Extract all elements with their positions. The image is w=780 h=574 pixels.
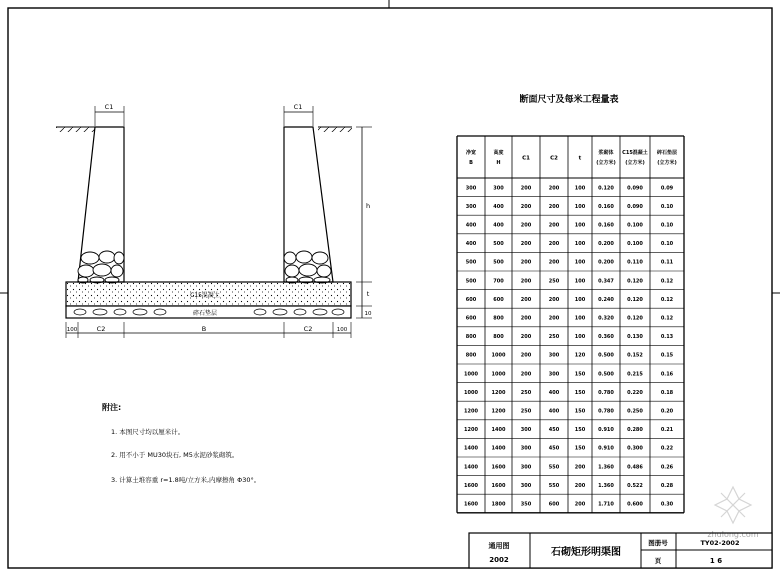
table-cell: 0.780 [598, 408, 614, 415]
table-cell: 600 [465, 315, 477, 322]
table-cell: 0.486 [627, 464, 643, 471]
table-cell: 120 [574, 352, 586, 359]
table-cell: 1200 [491, 408, 506, 415]
notes [102, 402, 260, 484]
table-cell: 200 [520, 222, 532, 229]
table-cell: 0.347 [598, 278, 614, 285]
table-cell: 0.320 [598, 315, 614, 322]
dim-t: t [366, 290, 370, 298]
notes-title: 附注: [102, 403, 122, 412]
table-title: 断面尺寸及每米工程量表 [519, 95, 619, 105]
table-cell: 0.100 [627, 222, 643, 229]
table-cell: 200 [520, 241, 532, 248]
table-header: C2 [550, 155, 558, 162]
table-cell: 0.522 [627, 482, 643, 489]
table-cell: 1400 [464, 445, 478, 452]
table-header: 浆砌体 [598, 150, 614, 156]
table-cell: 600 [465, 296, 477, 303]
table-cell: 200 [520, 315, 532, 322]
table-cell: 0.780 [598, 389, 614, 396]
table-cell: 200 [520, 296, 532, 303]
table-cell: 100 [574, 259, 586, 266]
table-header: H [496, 160, 501, 166]
table-cell: 200 [548, 185, 560, 192]
table-header: C1 [522, 155, 530, 162]
table-cell: 0.11 [660, 259, 674, 266]
table-cell: 1.360 [598, 464, 614, 471]
table-cell: 500 [465, 259, 477, 266]
table-cell: 200 [520, 278, 532, 285]
table-cell: 300 [520, 482, 532, 489]
table-cell: 500 [493, 241, 504, 248]
table-cell: 400 [493, 222, 504, 229]
table-cell: 200 [520, 203, 532, 210]
note-2: 2. 用不小于 MU30块石, M5水泥砂浆砌筑。 [111, 451, 239, 459]
table-cell: 1600 [491, 464, 506, 471]
dim-cushion: 10 [364, 311, 372, 317]
page-no: 1 6 [709, 557, 723, 565]
table-cell: 150 [574, 389, 586, 396]
table-cell: 0.09 [660, 185, 674, 192]
table-cell: 0.20 [660, 408, 674, 415]
table-cell: 250 [548, 334, 560, 341]
table-cell: 0.160 [598, 222, 614, 229]
table-cell: 0.215 [627, 371, 643, 378]
table-cell: 800 [465, 334, 477, 341]
table-cell: 0.240 [598, 296, 614, 303]
table-cell: 200 [520, 334, 532, 341]
table-cell: 0.21 [660, 427, 674, 434]
table-cell: 150 [574, 371, 586, 378]
table-cell: 1600 [491, 482, 506, 489]
table-cell: 1000 [491, 371, 506, 378]
table-cell: 450 [548, 445, 560, 452]
table-cell: 300 [465, 203, 477, 210]
table-cell: 200 [548, 222, 560, 229]
table-header: (立方米) [625, 160, 645, 166]
table-cell: 0.13 [660, 334, 674, 341]
table-cell: 300 [548, 352, 560, 359]
table-cell: 200 [548, 259, 560, 266]
table-cell: 0.130 [627, 334, 643, 341]
table-cell: 550 [548, 464, 560, 471]
table-header: B [469, 160, 473, 166]
table-cell: 1400 [464, 464, 478, 471]
dim-c2-right: C2 [303, 325, 313, 333]
table-cell: 0.12 [660, 278, 674, 285]
table-cell: 200 [574, 482, 586, 489]
watermark [707, 487, 758, 539]
table-header: t [578, 155, 582, 162]
table-cell: 0.120 [598, 185, 614, 192]
table-cell: 250 [520, 408, 532, 415]
table-cell: 200 [574, 464, 586, 471]
table-cell: 0.30 [660, 501, 674, 508]
table-cell: 400 [465, 241, 477, 248]
table-cell: 0.18 [660, 389, 674, 396]
table-cell: 0.152 [627, 352, 643, 359]
table-cell: 1400 [491, 427, 506, 434]
table-cell: 1000 [464, 371, 478, 378]
table-cell: 100 [574, 185, 586, 192]
table-cell: 200 [520, 371, 532, 378]
table-cell: 400 [548, 389, 560, 396]
table-cell: 800 [465, 352, 477, 359]
table-cell: 250 [548, 278, 560, 285]
table-cell: 300 [493, 185, 504, 192]
gravel-label: 碎石垫层 [192, 310, 218, 317]
table-cell: 1000 [464, 389, 478, 396]
table-cell: 200 [548, 296, 560, 303]
table-cell: 0.10 [660, 241, 674, 248]
dim-c1-right: C1 [293, 103, 303, 111]
note-3: 3. 计算土堆容重 r=1.8吨/立方米,内摩擦角 Φ30°。 [111, 476, 261, 484]
table-cell: 0.910 [598, 427, 614, 434]
dim-100-right: 100 [336, 327, 348, 333]
general-year: 2002 [489, 556, 509, 564]
table-cell: 500 [493, 259, 504, 266]
table-cell: 100 [574, 334, 586, 341]
table-cell: 0.28 [660, 482, 674, 489]
note-1: 1. 本图尺寸均以厘米计。 [111, 428, 185, 436]
table-cell: 0.220 [627, 389, 643, 396]
table-cell: 0.16 [660, 371, 674, 378]
table-cell: 0.120 [627, 296, 643, 303]
table-cell: 200 [548, 203, 560, 210]
quantity-table [457, 93, 684, 513]
general-label: 通用图 [488, 542, 510, 550]
table-cell: 200 [520, 352, 532, 359]
table-cell: 0.12 [660, 315, 674, 322]
table-cell: 300 [548, 371, 560, 378]
table-grid [457, 136, 684, 513]
table-cell: 100 [574, 278, 586, 285]
table-cell: 400 [493, 203, 504, 210]
table-cell: 100 [574, 296, 586, 303]
drawing-no-label: 图册号 [648, 539, 668, 547]
table-cell: 1400 [491, 445, 506, 452]
table-cell: 0.160 [598, 203, 614, 210]
table-cell: 200 [520, 185, 532, 192]
table-cell: 800 [493, 334, 504, 341]
table-cell: 100 [574, 241, 586, 248]
table-header: 净宽 [465, 150, 477, 156]
table-cell: 300 [520, 427, 532, 434]
table-cell: 1.710 [598, 501, 614, 508]
table-cell: 150 [574, 445, 586, 452]
stone-fill-right [284, 251, 331, 283]
watermark-text: zhulong.com [707, 530, 759, 539]
table-header: (立方米) [657, 160, 677, 166]
table-cell: 0.090 [627, 203, 643, 210]
table-cell: 150 [574, 427, 586, 434]
table-cell: 100 [574, 222, 586, 229]
table-cell: 100 [574, 315, 586, 322]
table-cell: 1200 [491, 389, 506, 396]
table-cell: 0.26 [660, 464, 674, 471]
table-cell: 0.110 [627, 259, 643, 266]
table-cell: 200 [520, 259, 532, 266]
dim-c2-left: C2 [96, 325, 106, 333]
table-cell: 200 [548, 241, 560, 248]
table-cell: 0.500 [598, 352, 614, 359]
table-header: 高度 [493, 150, 504, 156]
table-cell: 1600 [464, 501, 478, 508]
table-cell: 0.090 [627, 185, 643, 192]
page-label: 页 [654, 557, 662, 565]
table-cell: 350 [520, 501, 532, 508]
concrete-label: C15混凝土 [190, 292, 220, 299]
table-cell: 1.360 [598, 482, 614, 489]
table-cell: 300 [520, 445, 532, 452]
dim-b: B [201, 325, 207, 333]
table-header: C15混凝土 [622, 150, 648, 156]
table-cell: 0.250 [627, 408, 643, 415]
table-cell: 600 [548, 501, 560, 508]
table-cell: 150 [574, 408, 586, 415]
table-header: 碎石垫层 [656, 150, 678, 156]
table-cell: 0.500 [598, 371, 614, 378]
table-cell: 200 [574, 501, 586, 508]
table-cell: 0.200 [598, 241, 614, 248]
table-cell: 0.280 [627, 427, 643, 434]
table-cell: 0.300 [627, 445, 643, 452]
table-cell: 1200 [464, 427, 478, 434]
drawing-no: TY02-2002 [700, 539, 740, 547]
table-cell: 300 [520, 464, 532, 471]
table-cell: 300 [465, 185, 477, 192]
table-cell: 800 [493, 315, 504, 322]
table-cell: 1800 [491, 501, 506, 508]
stone-fill-left [78, 251, 124, 283]
table-cells [464, 149, 677, 508]
table-cell: 0.910 [598, 445, 614, 452]
table-cell: 0.120 [627, 315, 643, 322]
table-cell: 0.120 [627, 278, 643, 285]
table-cell: 450 [548, 427, 560, 434]
dim-c1-left: C1 [104, 103, 114, 111]
channel-cross-section [56, 103, 372, 338]
dim-h: h [365, 202, 371, 210]
table-cell: 1000 [491, 352, 506, 359]
table-cell: 0.600 [627, 501, 643, 508]
table-cell: 0.100 [627, 241, 643, 248]
table-cell: 0.15 [660, 352, 674, 359]
table-cell: 600 [493, 296, 504, 303]
table-cell: 400 [548, 408, 560, 415]
table-cell: 250 [520, 389, 532, 396]
table-header: (立方米) [596, 160, 616, 166]
table-cell: 400 [465, 222, 477, 229]
dim-100-left: 100 [66, 327, 78, 333]
table-cell: 100 [574, 203, 586, 210]
table-cell: 1600 [464, 482, 478, 489]
table-cell: 0.10 [660, 222, 674, 229]
table-cell: 700 [493, 278, 504, 285]
table-cell: 1200 [464, 408, 478, 415]
table-cell: 0.360 [598, 334, 614, 341]
drawing-title: 石砌矩形明渠图 [551, 547, 621, 558]
table-cell: 550 [548, 482, 560, 489]
table-cell: 500 [465, 278, 477, 285]
table-cell: 200 [548, 315, 560, 322]
table-cell: 0.22 [660, 445, 674, 452]
table-cell: 0.12 [660, 296, 674, 303]
table-cell: 0.200 [598, 259, 614, 266]
table-cell: 0.10 [660, 203, 674, 210]
